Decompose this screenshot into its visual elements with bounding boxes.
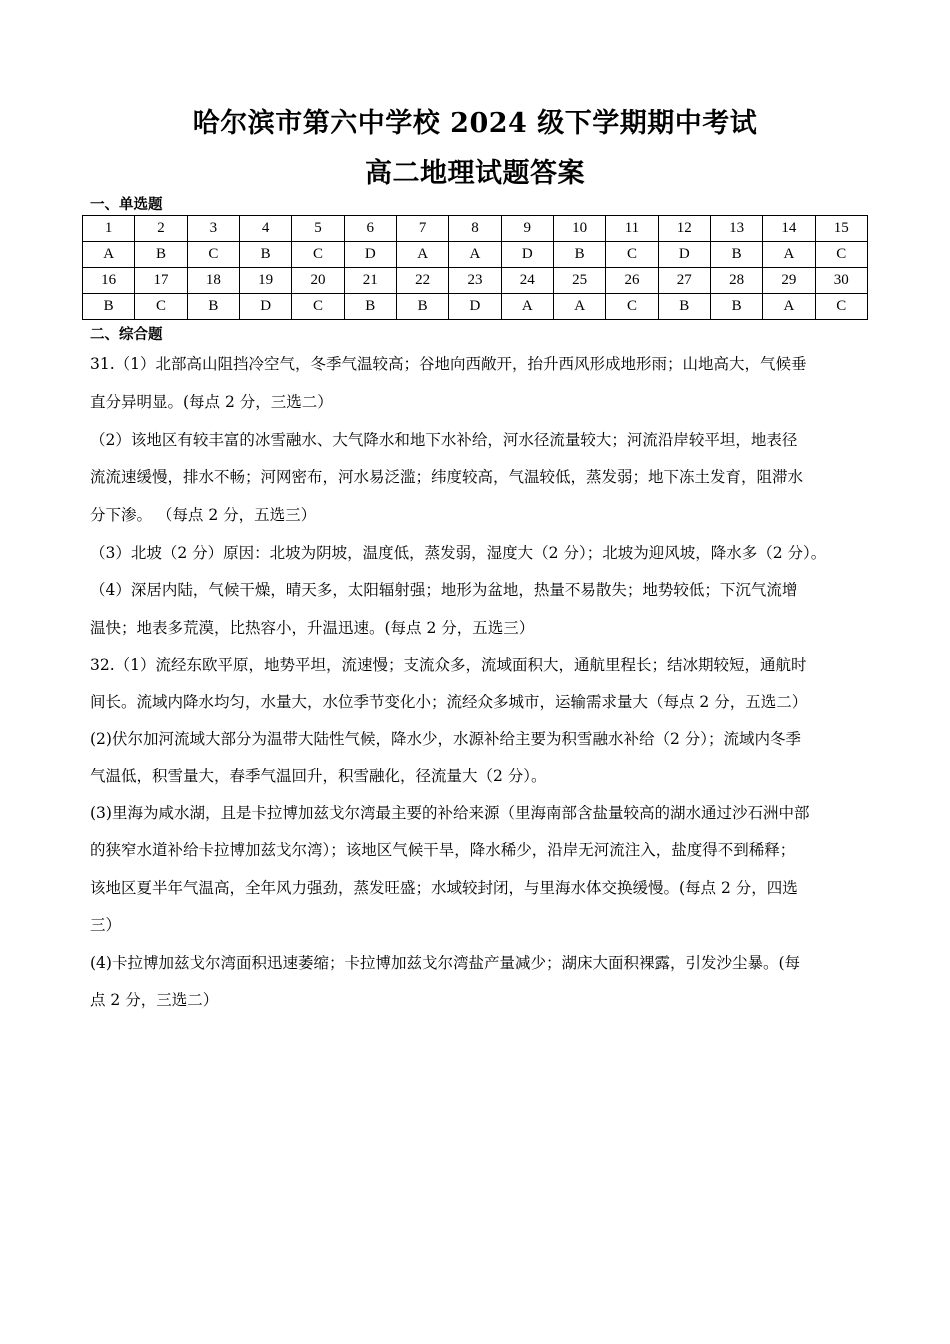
answer-text-line: （2）该地区有较丰富的冰雪融水、大气降水和地下水补给，河水径流量较大；河流沿岸较平坦，地表径 xyxy=(90,431,798,449)
table-cell: 27 xyxy=(658,268,710,294)
table-cell: B xyxy=(239,242,291,268)
table-cell: B xyxy=(710,242,762,268)
table-row-numbers-1 xyxy=(83,216,868,242)
answer-text-line: 31.（1）北部高山阻挡冷空气，冬季气温较高；谷地向西敞开，抬升西风形成地形雨；山地高大，气候垂 xyxy=(90,355,807,373)
answer-text-line: (3)里海为咸水湖，且是卡拉博加兹戈尔湾最主要的补给来源（里海南部含盐量较高的湖水通过沙石洲中部 xyxy=(90,804,810,822)
table-cell: C xyxy=(606,294,658,320)
answer-text-line: 点 2 分，三选二） xyxy=(90,991,219,1009)
answer-text-line: 分下渗。 （每点 2 分，五选三） xyxy=(90,506,317,524)
table-cell: 4 xyxy=(239,216,291,242)
table-cell: 9 xyxy=(501,216,553,242)
table-cell: B xyxy=(553,242,605,268)
table-cell: A xyxy=(553,294,605,320)
table-cell: 13 xyxy=(710,216,762,242)
table-cell: D xyxy=(449,294,501,320)
section-heading-comprehensive: 二、综合题 xyxy=(90,326,163,343)
table-cell: 2 xyxy=(135,216,187,242)
table-cell: 18 xyxy=(187,268,239,294)
table-cell: 11 xyxy=(606,216,658,242)
table-cell: C xyxy=(187,242,239,268)
table-cell: 16 xyxy=(83,268,135,294)
table-cell: C xyxy=(815,242,867,268)
table-cell: A xyxy=(763,242,815,268)
table-cell: C xyxy=(815,294,867,320)
table-cell: 21 xyxy=(344,268,396,294)
table-cell: B xyxy=(344,294,396,320)
table-cell: B xyxy=(187,294,239,320)
answer-text-line: 温快；地表多荒漠，比热容小，升温迅速。(每点 2 分，五选三） xyxy=(90,619,535,637)
table-cell: A xyxy=(449,242,501,268)
table-cell: A xyxy=(396,242,448,268)
table-cell: 10 xyxy=(553,216,605,242)
table-cell: 12 xyxy=(658,216,710,242)
table-cell: D xyxy=(501,242,553,268)
answer-text-line: 三） xyxy=(90,916,122,934)
table-cell: 19 xyxy=(239,268,291,294)
table-cell: 25 xyxy=(553,268,605,294)
table-cell: B xyxy=(710,294,762,320)
table-cell: 14 xyxy=(763,216,815,242)
table-cell: 6 xyxy=(344,216,396,242)
answer-text-line: （4）深居内陆，气候干燥，晴天多，太阳辐射强；地形为盆地，热量不易散失；地势较低；下沉气流增 xyxy=(90,581,798,599)
table-cell: C xyxy=(292,242,344,268)
table-cell: 30 xyxy=(815,268,867,294)
table-cell: 1 xyxy=(83,216,135,242)
answer-text-line: 直分异明显。(每点 2 分，三选二） xyxy=(90,393,333,411)
table-cell: 22 xyxy=(396,268,448,294)
table-cell: 20 xyxy=(292,268,344,294)
table-cell: B xyxy=(83,294,135,320)
answer-text-line: 间长。流域内降水均匀，水量大，水位季节变化小；流经众多城市，运输需求量大（每点 2 分，五选二） xyxy=(90,693,808,711)
table-cell: A xyxy=(83,242,135,268)
document-subtitle: 高二地理试题答案 xyxy=(365,158,585,189)
answer-text-line: (4)卡拉博加兹戈尔湾面积迅速萎缩；卡拉博加兹戈尔湾盐产量减少；湖床大面积裸露，引发沙尘暴。(每 xyxy=(90,954,801,972)
table-row-answers-1 xyxy=(83,242,868,268)
table-cell: C xyxy=(135,294,187,320)
section-heading-single-choice: 一、单选题 xyxy=(90,196,163,213)
table-row-numbers-2 xyxy=(83,268,868,294)
table-cell: C xyxy=(606,242,658,268)
answer-text-line: （3）北坡（2 分）原因：北坡为阴坡，温度低，蒸发弱，湿度大（2 分）；北坡为迎风坡，降水多（2 分）。 xyxy=(90,544,827,562)
table-cell: 23 xyxy=(449,268,501,294)
answer-text-line: 该地区夏半年气温高，全年风力强劲，蒸发旺盛；水域较封闭，与里海水体交换缓慢。(每点 2 分，四选 xyxy=(90,879,798,897)
table-cell: D xyxy=(344,242,396,268)
table-cell: B xyxy=(658,294,710,320)
table-cell: 7 xyxy=(396,216,448,242)
table-cell: C xyxy=(292,294,344,320)
table-cell: 5 xyxy=(292,216,344,242)
table-cell: 15 xyxy=(815,216,867,242)
table-cell: 8 xyxy=(449,216,501,242)
table-cell: D xyxy=(658,242,710,268)
table-cell: 29 xyxy=(763,268,815,294)
table-cell: D xyxy=(239,294,291,320)
table-cell: A xyxy=(763,294,815,320)
table-cell: 26 xyxy=(606,268,658,294)
table-cell: 17 xyxy=(135,268,187,294)
table-row-answers-2 xyxy=(83,294,868,320)
table-cell: B xyxy=(396,294,448,320)
table-cell: 3 xyxy=(187,216,239,242)
answer-text-line: 气温低，积雪量大，春季气温回升，积雪融化，径流量大（2 分）。 xyxy=(90,767,547,785)
answer-text-line: 流流速缓慢，排水不畅；河网密布，河水易泛滥；纬度较高，气温较低，蒸发弱；地下冻土发育，阻滞水 xyxy=(90,468,804,486)
table-cell: 28 xyxy=(710,268,762,294)
document-title: 哈尔滨市第六中学校 2024 级下学期期中考试 xyxy=(192,108,758,139)
table-cell: 24 xyxy=(501,268,553,294)
answer-text-line: 的狭窄水道补给卡拉博加兹戈尔湾）；该地区气候干旱，降水稀少，沿岸无河流注入，盐度得不到稀释； xyxy=(90,841,796,859)
answer-text-line: 32.（1）流经东欧平原，地势平坦，流速慢；支流众多，流域面积大，通航里程长；结冰期较短，通航时 xyxy=(90,656,807,674)
table-cell: A xyxy=(501,294,553,320)
table-cell: B xyxy=(135,242,187,268)
answer-text-line: (2)伏尔加河流域大部分为温带大陆性气候，降水少，水源补给主要为积雪融水补给（2 分）；流域内冬季 xyxy=(90,730,801,748)
answer-table xyxy=(82,215,868,320)
